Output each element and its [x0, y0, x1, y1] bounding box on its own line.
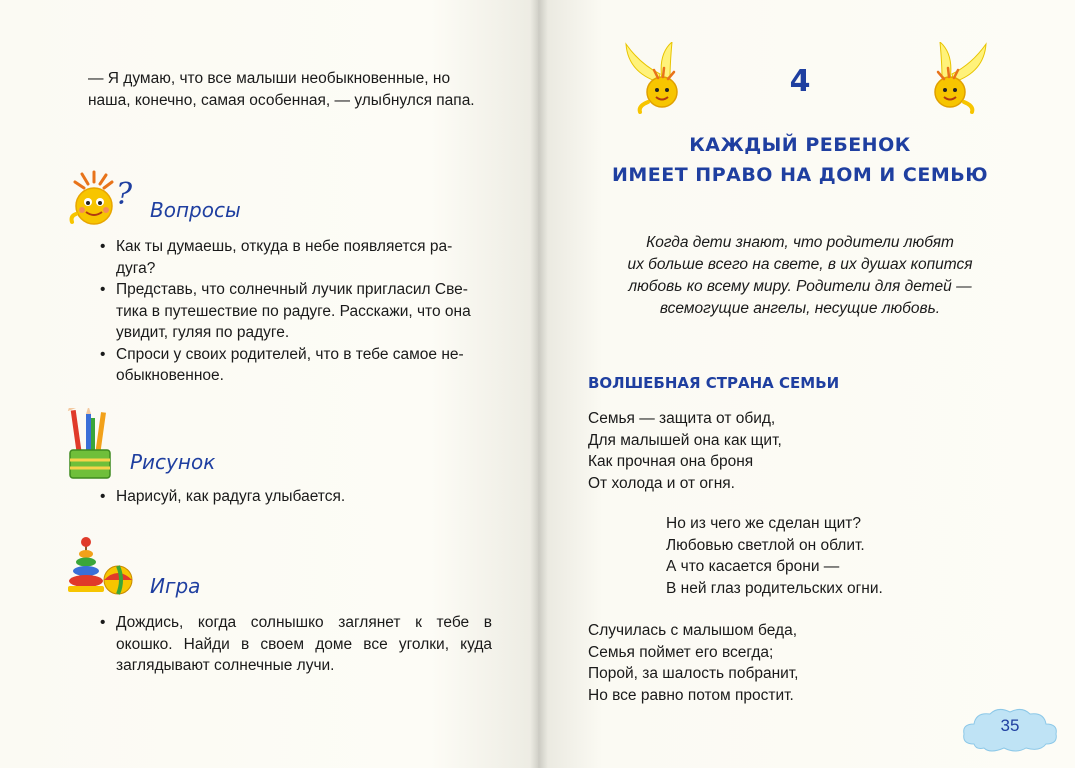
- poem-line: От холода и от огня.: [588, 474, 735, 492]
- sun-angel-icon: [908, 42, 994, 114]
- sun-angel-icon: [618, 42, 704, 114]
- intro-line: наша, конечно, самая особенная, — улыбнулся папа.: [88, 91, 475, 109]
- epigraph-line: Когда дети знают, что родители любят: [646, 234, 954, 251]
- poem-stanza-1: [588, 408, 782, 494]
- list-item-line: окошко. Найди в своем доме все уголки, куда: [116, 635, 492, 653]
- poem-line: Семья поймет его всегда;: [588, 643, 774, 661]
- intro-line: — Я думаю, что все малыши необыкновенные, но: [88, 70, 451, 87]
- poem-stanza-2: [666, 513, 883, 599]
- list-item-line: • Представь, что солнечный лучик пригласил Све-: [116, 281, 468, 298]
- chapter-title: [590, 130, 1010, 190]
- chapter-title-line: КАЖДЫЙ РЕБЕНОК: [689, 134, 911, 156]
- list-item-line: обыкновенное.: [116, 367, 224, 384]
- book-gutter: [530, 0, 548, 768]
- list-item: [100, 344, 492, 387]
- drawing-heading: Рисунок: [130, 450, 216, 474]
- list-item-line: • Как ты думаешь, откуда в небе появляется ра-: [116, 238, 453, 255]
- epigraph-line: любовь ко всему миру. Родители для детей —: [628, 278, 972, 295]
- questions-heading: Вопросы: [150, 198, 241, 222]
- intro-paragraph: [88, 68, 498, 111]
- list-item-line: увидит, гуляя по радуге.: [116, 324, 290, 341]
- list-item-line: дуга?: [116, 259, 156, 277]
- svg-text:?: ?: [116, 177, 133, 212]
- poem-stanza-3: [588, 620, 798, 706]
- list-item-line: заглядывают солнечные лучи.: [116, 657, 335, 674]
- chapter-title-line: ИМЕЕТ ПРАВО НА ДОМ И СЕМЬЮ: [611, 164, 989, 186]
- game-heading: Игра: [150, 574, 201, 598]
- epigraph-line: их больше всего на свете, в их душах копится: [627, 256, 973, 273]
- poem-line: В ней глаз родительских огни.: [666, 579, 883, 597]
- pencil-cup-icon: [66, 408, 116, 480]
- poem-line: А что касается брони —: [666, 558, 840, 575]
- list-item-line: • Спроси у своих родителей, что в тебе самое не-: [116, 345, 464, 363]
- epigraph: [600, 232, 1000, 320]
- questions-list: [100, 236, 492, 387]
- list-item: [100, 612, 492, 677]
- list-item-line: • Нарисуй, как радуга улыбается.: [116, 488, 346, 505]
- list-item: [100, 279, 492, 344]
- poem-line: Но все равно потом простит.: [588, 686, 794, 704]
- poem-line: Порой, за шалость побранит,: [588, 665, 799, 682]
- poem-line: Случилась с малышом беда,: [588, 622, 798, 639]
- poem-line: Любовью светлой он облит.: [666, 536, 865, 554]
- list-item-line: • Дождись, когда солнышко заглянет к тебе в: [116, 614, 492, 631]
- poem-line: Для малышей она как щит,: [588, 431, 782, 449]
- sun-character-question-icon: [66, 170, 146, 230]
- list-item: [100, 486, 492, 508]
- chapter-number: 4: [789, 64, 811, 99]
- list-item: [100, 236, 492, 279]
- poem-line: Но из чего же сделан щит?: [666, 515, 861, 532]
- list-item-line: тика в путешествие по радуге. Расскажи, что она: [116, 302, 471, 320]
- page-number: 35: [1000, 716, 1020, 735]
- poem-line: Семья — защита от обид,: [588, 410, 776, 427]
- poem-title: ВОЛШЕБНАЯ СТРАНА СЕМЬИ: [588, 374, 840, 392]
- poem-line: Как прочная она броня: [588, 453, 754, 470]
- game-list: [100, 612, 492, 677]
- drawing-list: [100, 486, 492, 508]
- pyramid-toy-ball-icon: [64, 536, 136, 598]
- epigraph-line: всемогущие ангелы, несущие любовь.: [659, 300, 941, 317]
